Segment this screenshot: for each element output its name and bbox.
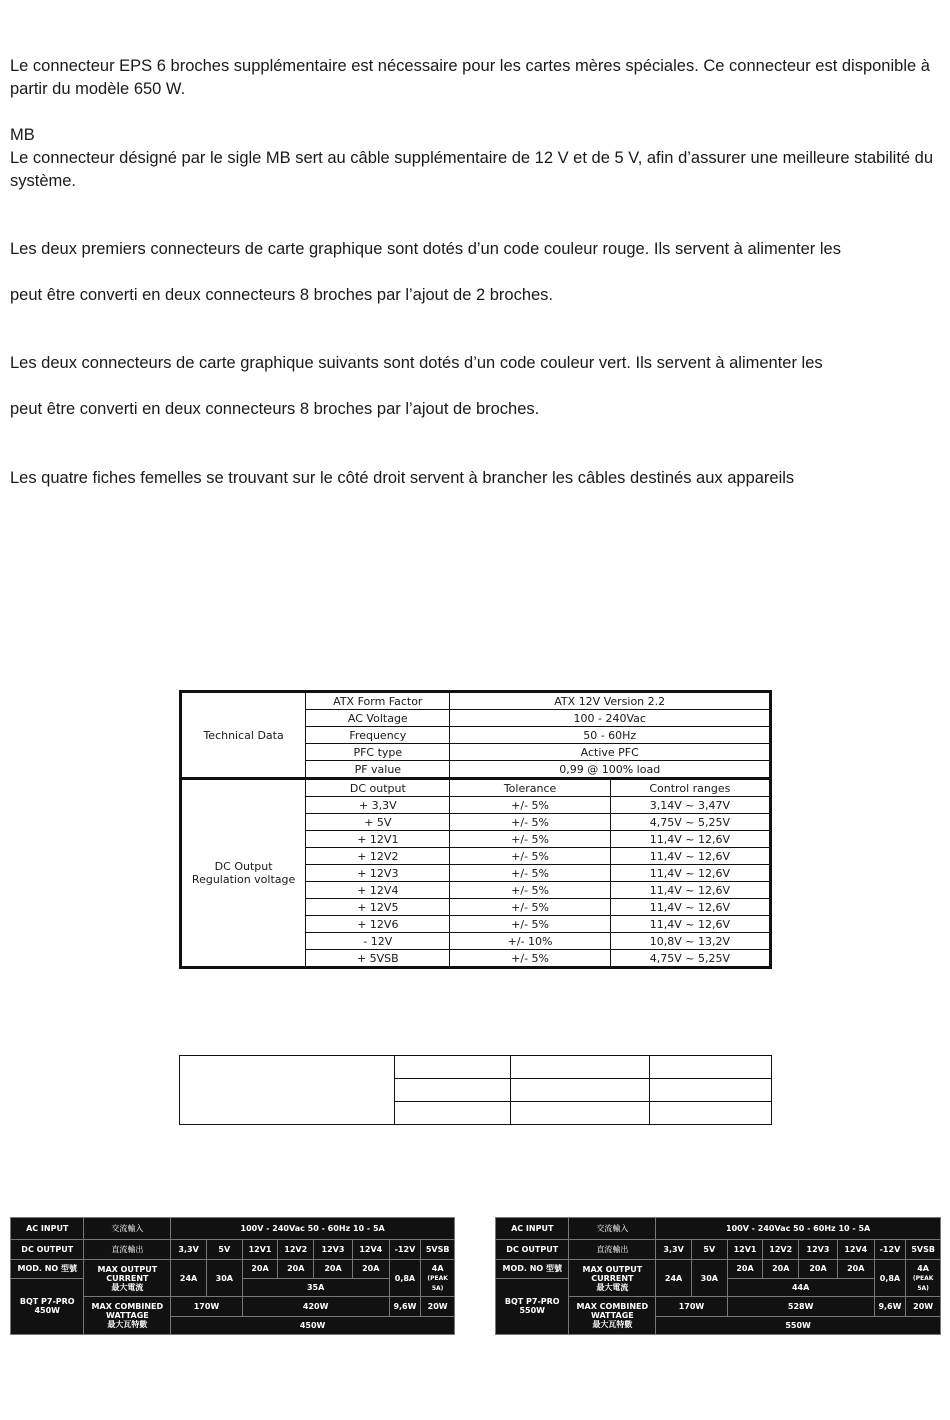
- max-wattage-cn: 最大瓦特數: [592, 1319, 633, 1329]
- current-value: 0,8A: [874, 1260, 906, 1296]
- watt-low: 170W: [171, 1296, 242, 1316]
- watt-vsb: 20W: [906, 1296, 941, 1316]
- dc-rail: + 12V6: [306, 916, 450, 933]
- vsb-current-value: 4A: [431, 1263, 444, 1273]
- spec-label: PFC type: [306, 744, 450, 761]
- vsb-current: [421, 1260, 455, 1296]
- watt-total: 550W: [656, 1316, 941, 1334]
- dc-tolerance: +/- 5%: [450, 797, 610, 814]
- vsb-current-value: 4A: [917, 1263, 929, 1273]
- dc-rail: + 12V5: [306, 899, 450, 916]
- rail-label: 3,3V: [171, 1240, 207, 1260]
- dc-header-output: DC output: [306, 779, 450, 797]
- psu-label-550w: [495, 1217, 941, 1335]
- watt-12v: 420W: [242, 1296, 389, 1316]
- current-value: 20A: [837, 1260, 874, 1278]
- model-wattage: 550W: [519, 1306, 545, 1316]
- dc-tolerance: +/- 5%: [450, 899, 610, 916]
- dc-tolerance: +/- 5%: [450, 848, 610, 865]
- paragraph-mb-heading: MB: [10, 126, 35, 144]
- dc-rail: + 12V4: [306, 882, 450, 899]
- dc-rail: + 12V3: [306, 865, 450, 882]
- paragraph-green-convert: peut être converti en deux connecteurs 8 broches par l’ajout de broches.: [10, 400, 540, 418]
- rail-label: 12V3: [799, 1240, 838, 1260]
- dc-output-label: DC OUTPUT: [11, 1240, 84, 1260]
- empty-cell: [394, 1056, 511, 1079]
- dc-rail: + 5V: [306, 814, 450, 831]
- max-current-text: MAX OUTPUT CURRENT: [582, 1264, 643, 1283]
- mod-no-label: MOD. NO 型號: [11, 1260, 84, 1278]
- mod-no-label: MOD. NO 型號: [496, 1260, 569, 1278]
- spec-value: 0,99 @ 100% load: [450, 761, 771, 779]
- dc-tolerance: +/- 5%: [450, 814, 610, 831]
- group-dc-output-line1: DC Output: [214, 860, 273, 873]
- spec-value: 50 - 60Hz: [450, 727, 771, 744]
- empty-cell: [511, 1102, 650, 1125]
- model-name: BQT P7-PRO: [504, 1297, 560, 1307]
- current-value: 20A: [799, 1260, 838, 1278]
- paragraph-female-sockets: Les quatre fiches femelles se trouvant sur le côté droit servent à brancher les câbles destinés aux appareils: [10, 469, 795, 487]
- current-value: 20A: [278, 1260, 314, 1278]
- dc-output-label-cn: 直流輸出: [569, 1240, 656, 1260]
- technical-data-table: [179, 690, 772, 969]
- spec-label: PF value: [306, 761, 450, 779]
- max-wattage-text: MAX COMBINED WATTAGE: [91, 1301, 164, 1320]
- model-cell: [11, 1278, 84, 1335]
- rail-label: 12V1: [727, 1240, 763, 1260]
- current-value: 24A: [171, 1260, 207, 1296]
- empty-cell: [650, 1056, 772, 1079]
- model-wattage: 450W: [34, 1306, 60, 1316]
- rail-label: 5V: [691, 1240, 727, 1260]
- current-value: 20A: [727, 1260, 763, 1278]
- model-name: BQT P7-PRO: [19, 1297, 75, 1307]
- watt-12v: 528W: [727, 1296, 874, 1316]
- group-dc-output-line2: Regulation voltage: [191, 873, 296, 886]
- dc-tolerance: +/- 5%: [450, 882, 610, 899]
- vsb-peak: (PEAK 5A): [427, 1274, 448, 1292]
- rail-label: 5VSB: [906, 1240, 941, 1260]
- paragraph-mb-connector: Le connecteur désigné par le sigle MB sert au câble supplémentaire de 12 V et de 5 V, afin d’assurer une meilleure stabilité du système.: [10, 149, 934, 190]
- ac-input-label: AC INPUT: [11, 1218, 84, 1240]
- dc-tolerance: +/- 10%: [450, 933, 610, 950]
- rail-label: -12V: [389, 1240, 421, 1260]
- dc-range: 11,4V ~ 12,6V: [610, 865, 770, 882]
- empty-cell: [650, 1079, 772, 1102]
- rail-label: 5VSB: [421, 1240, 455, 1260]
- group-technical-data: Technical Data: [181, 692, 306, 779]
- dc-output-label: DC OUTPUT: [496, 1240, 569, 1260]
- current-value: 20A: [242, 1260, 278, 1278]
- paragraph-eps-connector: Le connecteur EPS 6 broches supplémentaire est nécessaire pour les cartes mères spéciales. Ce connecteur est disponible à partir du modèle 650 W.: [10, 57, 930, 98]
- current-value: 20A: [763, 1260, 799, 1278]
- spec-label: ATX Form Factor: [306, 692, 450, 710]
- rail-label: 12V4: [352, 1240, 389, 1260]
- dc-range: 4,75V ~ 5,25V: [610, 814, 770, 831]
- max-current-label: [84, 1260, 171, 1296]
- dc-range: 11,4V ~ 12,6V: [610, 882, 770, 899]
- current-value: 30A: [206, 1260, 242, 1296]
- max-wattage-label: [84, 1296, 171, 1334]
- combined-12v-current: 35A: [242, 1278, 389, 1296]
- dc-tolerance: +/- 5%: [450, 831, 610, 848]
- rail-label: 3,3V: [656, 1240, 692, 1260]
- max-wattage-label: [569, 1296, 656, 1334]
- max-wattage-cn: 最大瓦特數: [107, 1319, 148, 1329]
- rail-label: 12V1: [242, 1240, 278, 1260]
- rail-label: 12V3: [314, 1240, 353, 1260]
- dc-header-ranges: Control ranges: [610, 779, 770, 797]
- rail-label: 12V2: [763, 1240, 799, 1260]
- dc-tolerance: +/- 5%: [450, 865, 610, 882]
- dc-output-label-cn: 直流輸出: [84, 1240, 171, 1260]
- model-cell: [496, 1278, 569, 1335]
- ac-input-value: 100V - 240Vac 50 - 60Hz 10 - 5A: [656, 1218, 941, 1240]
- spec-value: Active PFC: [450, 744, 771, 761]
- paragraph-green-connectors: Les deux connecteurs de carte graphique suivants sont dotés d’un code couleur vert. Ils servent à alimenter les: [10, 354, 823, 372]
- max-wattage-text: MAX COMBINED WATTAGE: [576, 1301, 649, 1320]
- current-value: 20A: [314, 1260, 353, 1278]
- ac-input-value: 100V - 240Vac 50 - 60Hz 10 - 5A: [171, 1218, 455, 1240]
- spec-value: ATX 12V Version 2.2: [450, 692, 771, 710]
- max-current-label: [569, 1260, 656, 1296]
- empty-cell: [394, 1102, 511, 1125]
- current-value: 20A: [352, 1260, 389, 1278]
- empty-table: [179, 1055, 772, 1125]
- paragraph-red-connectors: Les deux premiers connecteurs de carte graphique sont dotés d’un code couleur rouge. Ils servent à alimenter les: [10, 240, 841, 258]
- current-value: 24A: [656, 1260, 692, 1296]
- dc-rail: - 12V: [306, 933, 450, 950]
- rail-label: 12V4: [837, 1240, 874, 1260]
- psu-label-450w: [10, 1217, 455, 1335]
- dc-rail: + 3,3V: [306, 797, 450, 814]
- vsb-peak: (PEAK 5A): [912, 1274, 934, 1292]
- watt-total: 450W: [171, 1316, 455, 1334]
- max-current-cn: 最大電流: [111, 1282, 144, 1292]
- dc-range: 11,4V ~ 12,6V: [610, 831, 770, 848]
- ac-input-label-cn: 交流輸入: [84, 1218, 171, 1240]
- dc-range: 11,4V ~ 12,6V: [610, 899, 770, 916]
- watt-minus12v: 9,6W: [874, 1296, 906, 1316]
- dc-header-tolerance: Tolerance: [450, 779, 610, 797]
- rail-label: 5V: [206, 1240, 242, 1260]
- current-value: 30A: [691, 1260, 727, 1296]
- dc-rail: + 5VSB: [306, 950, 450, 968]
- dc-tolerance: +/- 5%: [450, 916, 610, 933]
- spec-value: 100 - 240Vac: [450, 710, 771, 727]
- dc-range: 3,14V ~ 3,47V: [610, 797, 770, 814]
- empty-cell: [180, 1056, 395, 1125]
- watt-vsb: 20W: [421, 1296, 455, 1316]
- group-dc-output: [181, 779, 306, 968]
- max-current-text: MAX OUTPUT CURRENT: [97, 1264, 158, 1283]
- dc-tolerance: +/- 5%: [450, 950, 610, 968]
- empty-cell: [394, 1079, 511, 1102]
- rail-label: -12V: [874, 1240, 906, 1260]
- ac-input-label-cn: 交流輸入: [569, 1218, 656, 1240]
- spec-label: Frequency: [306, 727, 450, 744]
- watt-low: 170W: [656, 1296, 727, 1316]
- ac-input-label: AC INPUT: [496, 1218, 569, 1240]
- dc-range: 11,4V ~ 12,6V: [610, 848, 770, 865]
- combined-12v-current: 44A: [727, 1278, 874, 1296]
- dc-range: 4,75V ~ 5,25V: [610, 950, 770, 968]
- dc-range: 10,8V ~ 13,2V: [610, 933, 770, 950]
- dc-rail: + 12V1: [306, 831, 450, 848]
- paragraph-red-convert: peut être converti en deux connecteurs 8 broches par l’ajout de 2 broches.: [10, 286, 554, 304]
- max-current-cn: 最大電流: [596, 1282, 629, 1292]
- dc-range: 11,4V ~ 12,6V: [610, 916, 770, 933]
- current-value: 0,8A: [389, 1260, 421, 1296]
- dc-rail: + 12V2: [306, 848, 450, 865]
- empty-cell: [650, 1102, 772, 1125]
- empty-cell: [511, 1056, 650, 1079]
- empty-cell: [511, 1079, 650, 1102]
- watt-minus12v: 9,6W: [389, 1296, 421, 1316]
- spec-label: AC Voltage: [306, 710, 450, 727]
- vsb-current: [906, 1260, 941, 1296]
- rail-label: 12V2: [278, 1240, 314, 1260]
